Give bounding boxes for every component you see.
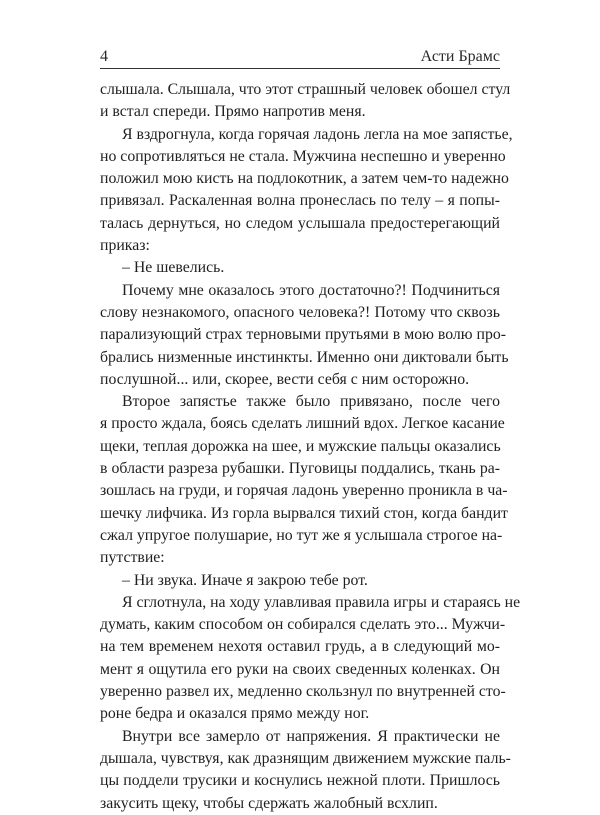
text-line: Второе запястье также было привязано, после чего [122, 393, 500, 411]
text-line: слову незнакомого, опасного человека?! Потому что сквозь [100, 303, 500, 321]
text-line: цы поддели трусики и коснулись нежной плоти. Пришлось [100, 772, 500, 790]
text-line: и встал спереди. Прямо напротив меня. [100, 103, 366, 121]
page-header [100, 42, 500, 66]
text-line: мент я ощутила его руки на своих сведенных коленках. Он [100, 660, 500, 678]
text-line: привязал. Раскаленная волна пронеслась по телу – я попы- [100, 192, 500, 210]
text-line: в области разреза рубашки. Пуговицы поддались, ткань ра- [100, 460, 500, 478]
text-line: приказ: [100, 237, 150, 255]
text-line: Я сглотнула, на ходу улавливая правила игры и стараясь не [122, 593, 521, 611]
text-line: уверенно развел их, медленно скользнул по внутренней сто- [100, 683, 506, 701]
text-line: брались низменные инстинкты. Именно они диктовали быть [100, 348, 509, 366]
text-line: Внутри все замерло от напряжения. Я практически не [122, 727, 500, 745]
text-line: зошлась на груди, и горячая ладонь уверенно проникла в ча- [100, 482, 508, 500]
header-rule [100, 68, 500, 69]
text-line: дышала, чувствуя, как дразнящим движением мужские паль- [100, 749, 511, 767]
text-line: послушной... или, скорее, вести себя с ним осторожно. [100, 370, 470, 388]
text-line: думать, каким способом он собирался сделать это... Мужчи- [100, 616, 506, 634]
text-line: положил мою кисть на подлокотник, а затем чем-то надежно [100, 170, 509, 188]
text-line: – Не шевелись. [122, 259, 225, 277]
page-number: 4 [100, 48, 108, 65]
text-line: щеки, теплая дорожка на шее, и мужские пальцы оказались [100, 437, 501, 455]
text-line: я просто ждала, боясь сделать лишний вдох. Легкое касание [100, 415, 505, 433]
text-line: Почему мне оказалось этого достаточно?! Подчиниться [122, 281, 500, 299]
text-line: слышала. Слышала, что этот страшный человек обошел стул [100, 81, 511, 98]
text-line: путствие: [100, 549, 165, 567]
body-text [100, 79, 521, 815]
text-line: Я вздрогнула, когда горячая ладонь легла на мое запястье, [122, 125, 513, 143]
text-line: но сопротивляться не стала. Мужчина неспешно и уверенно [100, 147, 506, 165]
running-title: Асти Брамс [420, 48, 500, 65]
text-line: сжал упругое полушарие, но тут же я услышала строгое на- [100, 526, 503, 544]
text-line: талась дернуться, но следом услышала предостерегающий [100, 214, 500, 232]
text-line: парализующий страх терновыми прутьями в мою волю про- [100, 326, 507, 344]
text-line: – Ни звука. Иначе я закрою тебе рот. [122, 571, 368, 589]
text-line: шечку лифчика. Из горла вырвался тихий стон, когда бандит [100, 504, 508, 522]
text-line: закусить щеку, чтобы сдержать жалобный всхлип. [100, 794, 438, 812]
text-line: роне бедра и оказался прямо между ног. [100, 705, 370, 723]
text-line: на тем временем нехотя оставил грудь, а в следующий мо- [100, 638, 500, 656]
